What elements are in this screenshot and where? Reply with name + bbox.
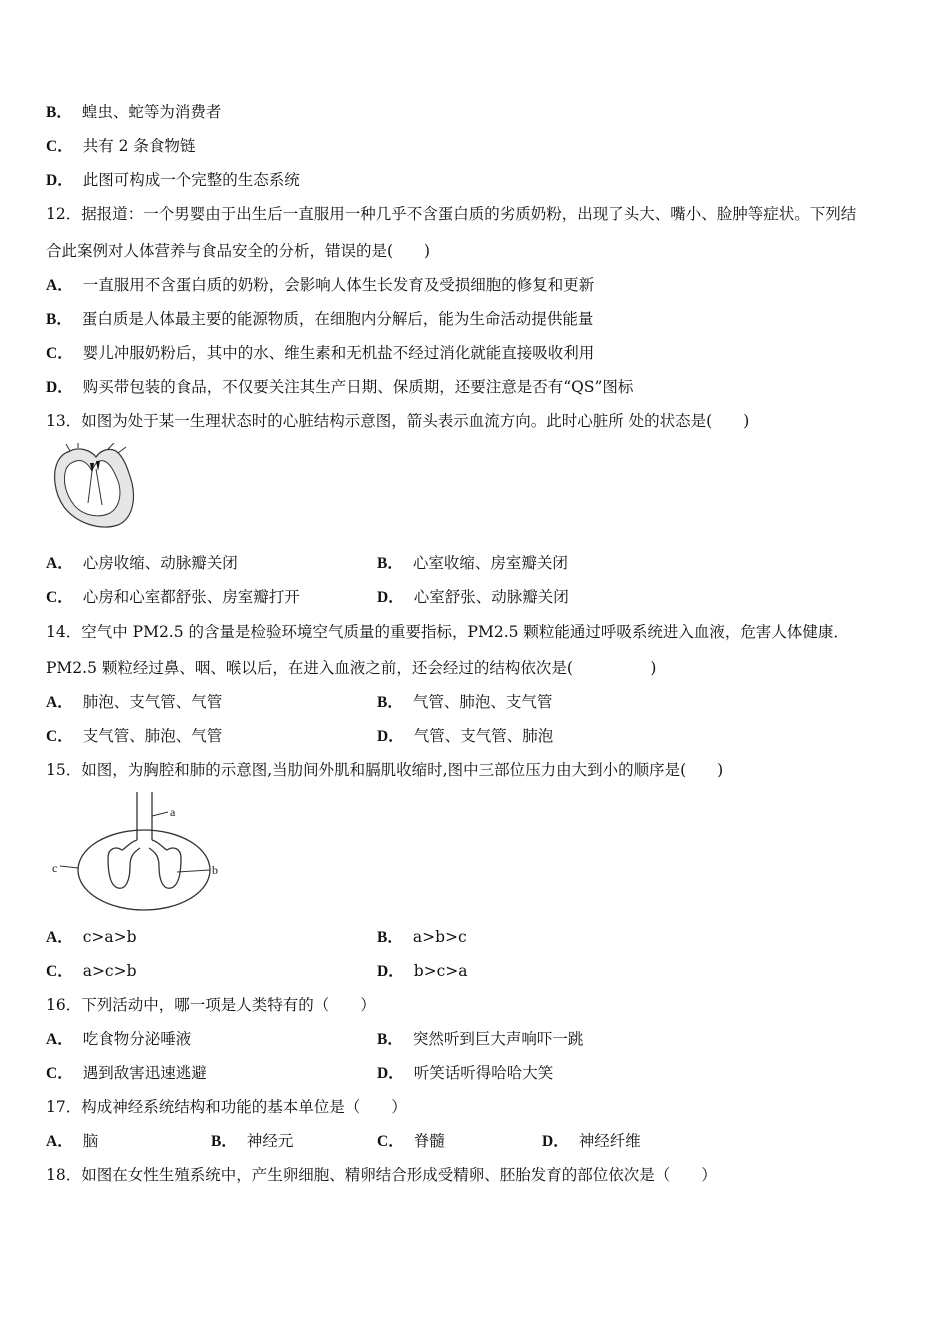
option-label: B． (377, 694, 403, 711)
q17-option-c (377, 1131, 445, 1152)
option-label: B． (211, 1133, 237, 1150)
option-label: C． (46, 728, 73, 745)
q16-option-c (46, 1063, 207, 1084)
label-b: b (212, 863, 218, 877)
q15-option-a (46, 927, 137, 948)
option-label: A． (46, 1133, 73, 1150)
option-text: 神经纤维 (578, 1132, 641, 1150)
option-text: 支气管、肺泡、气管 (82, 727, 223, 745)
q11-option-c (46, 136, 195, 157)
trachea (137, 792, 152, 840)
q11-option-d (46, 170, 300, 191)
left-lung (108, 840, 140, 888)
q14-stem-line1: 14．空气中 PM2.5 的含量是检验环境空气质量的重要指标，PM2.5 颗粒能通过呼吸系统进入血液，危害人体健康． (46, 623, 849, 641)
label-a: a (170, 805, 176, 819)
option-text: 此图可构成一个完整的生态系统 (82, 171, 300, 189)
option-text: 脑 (82, 1132, 99, 1150)
right-lung (149, 840, 181, 888)
q15-option-c (46, 961, 137, 982)
q17-option-d (542, 1131, 641, 1152)
option-label: B． (377, 1031, 403, 1048)
q14-stem-line2: PM2.5 颗粒经过鼻、咽、喉以后，在进入血液之前，还会经过的结构依次是( ) (46, 659, 657, 677)
thorax-lung-diagram (52, 790, 227, 915)
option-label: B． (46, 104, 72, 121)
option-text: 吃食物分泌唾液 (82, 1030, 192, 1048)
option-text: 气管、支气管、肺泡 (413, 727, 554, 745)
option-label: B． (46, 311, 72, 328)
q16-option-d (377, 1063, 553, 1084)
q18-stem: 18．如图在女性生殖系统中，产生卵细胞、精卵结合形成受精卵、胚胎发育的部位依次是（ ） (46, 1166, 717, 1184)
q16-stem: 16．下列活动中，哪一项是人类特有的（ ） (46, 996, 376, 1014)
option-label: D． (377, 728, 404, 745)
option-label: A． (46, 277, 73, 294)
label-lines (60, 812, 210, 872)
q13-option-b (377, 553, 568, 574)
option-text: 心房和心室都舒张、房室瓣打开 (82, 588, 300, 606)
option-text: c>a>b (82, 928, 137, 946)
option-label: D． (377, 1065, 404, 1082)
q17-option-b (211, 1131, 293, 1152)
option-label: C． (46, 589, 73, 606)
q12-option-c (46, 343, 594, 364)
q13-option-d (377, 587, 569, 608)
option-text: b>c>a (413, 962, 468, 980)
q12-stem-line2: 合此案例对人体营养与食品安全的分析，错误的是( ) (46, 242, 431, 260)
option-label: A． (46, 1031, 73, 1048)
option-text: 遇到敌害迅速逃避 (82, 1064, 207, 1082)
option-text: 突然听到巨大声响吓一跳 (412, 1030, 584, 1048)
q13-option-a (46, 553, 238, 574)
option-label: C． (46, 138, 73, 155)
label-c: c (52, 861, 58, 875)
q14-option-a (46, 692, 222, 713)
option-label: C． (46, 1065, 73, 1082)
option-text: a>b>c (412, 928, 467, 946)
option-text: 蛋白质是人体最主要的能源物质，在细胞内分解后，能为生命活动提供能量 (81, 310, 594, 328)
option-text: 心房收缩、动脉瓣关闭 (82, 554, 238, 572)
option-text: 气管、肺泡、支气管 (412, 693, 553, 711)
q11-option-b (46, 102, 221, 123)
option-label: D． (46, 172, 73, 189)
option-text: 听笑话听得哈哈大笑 (413, 1064, 554, 1082)
q12-option-a (46, 275, 594, 296)
q15-option-b (377, 927, 467, 948)
option-text: 脊髓 (413, 1132, 445, 1150)
option-label: D． (46, 379, 73, 396)
option-label: D． (377, 589, 404, 606)
option-label: C． (46, 963, 73, 980)
option-text: a>c>b (82, 962, 137, 980)
option-label: C． (46, 345, 73, 362)
q15-option-d (377, 961, 468, 982)
option-label: B． (377, 929, 403, 946)
option-label: A． (46, 555, 73, 572)
option-text: 心室舒张、动脉瓣关闭 (413, 588, 569, 606)
q16-option-b (377, 1029, 583, 1050)
thoracic-cavity (78, 830, 210, 910)
option-label: C． (377, 1133, 404, 1150)
option-text: 蝗虫、蛇等为消费者 (81, 103, 222, 121)
option-label: B． (377, 555, 403, 572)
option-label: D． (377, 963, 404, 980)
q14-option-c (46, 726, 222, 747)
q15-stem: 15．如图，为胸腔和肺的示意图,当肋间外肌和膈肌收缩时,图中三部位压力由大到小的顺序是( ) (46, 761, 724, 779)
q12-option-d (46, 377, 633, 398)
option-text: 婴儿冲服奶粉后，其中的水、维生素和无机盐不经过消化就能直接吸收利用 (82, 344, 595, 362)
option-label: A． (46, 929, 73, 946)
q12-option-b (46, 309, 593, 330)
option-text: 共有 2 条食物链 (82, 137, 196, 155)
option-text: 神经元 (246, 1132, 294, 1150)
option-text: 购买带包装的食品，不仅要关注其生产日期、保质期，还要注意是否有“QS”图标 (82, 378, 634, 396)
q14-option-d (377, 726, 553, 747)
option-text: 一直服用不含蛋白质的奶粉，会影响人体生长发育及受损细胞的修复和更新 (82, 276, 595, 294)
q13-option-c (46, 587, 300, 608)
q17-option-a (46, 1131, 98, 1152)
option-text: 心室收缩、房室瓣关闭 (412, 554, 568, 572)
q12-stem-line1: 12．据报道：一个男婴由于出生后一直服用一种几乎不含蛋白质的劣质奶粉，出现了头大、嘴小、脸肿等症状。下列结 (46, 205, 857, 223)
q17-stem: 17．构成神经系统结构和功能的基本单位是（ ） (46, 1098, 407, 1116)
q16-option-a (46, 1029, 191, 1050)
option-text: 肺泡、支气管、气管 (82, 693, 223, 711)
q14-option-b (377, 692, 552, 713)
option-label: A． (46, 694, 73, 711)
option-label: D． (542, 1133, 569, 1150)
q13-stem: 13．如图为处于某一生理状态时的心脏结构示意图，箭头表示血流方向。此时心脏所 处的状态是( ) (46, 412, 750, 430)
heart-diagram (48, 443, 143, 533)
